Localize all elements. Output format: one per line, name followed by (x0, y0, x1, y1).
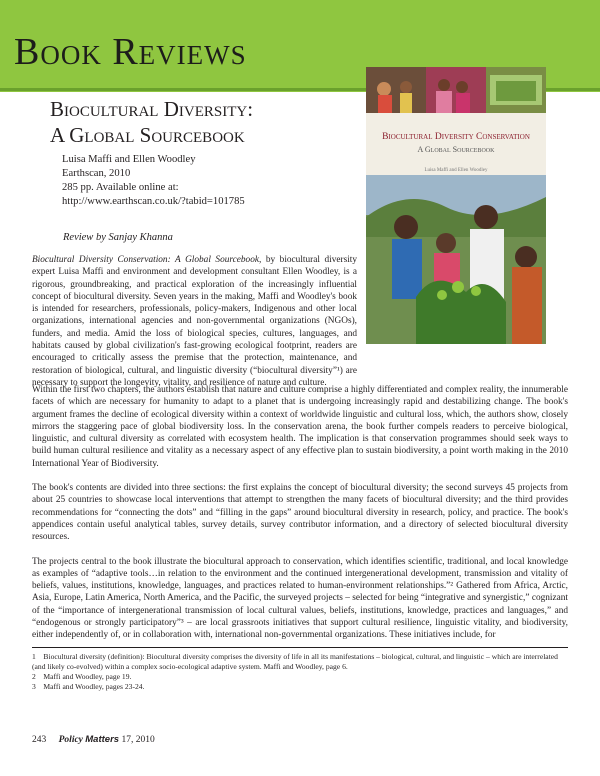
book-url[interactable]: http://www.earthscan.co.uk/?tabid=101785 (62, 196, 245, 207)
publication-policy: Policy (58, 735, 83, 745)
publication-name (59, 735, 119, 745)
paragraph-1-text: , by biocultural diversity expert Luisa Maffi and environment and development consultant Ellen Woodley, is a rigorous, groundbreaking, and practical exploration of the increasingly influential concept of biocultural diversity. Seven years in the making, Maffi and Woodley's book is intended for researchers, professionals, policy-makers, Indigenous and other local organizations, international agencies and non-governmental organizations (NGOs), funders, and media. Amid the loss of biological species, cultures, languages, and habitats caused by global civilization's fast-growing ecological footprint, readers are encouraged to critically assess the premise that the protection, maintenance, and restoration of biological, cultural, and linguistic diversity (“biocultural diversity”¹) are necessary to support the longevity, vitality, and resilience of nature and culture. (32, 255, 358, 388)
issue-number: 17, 2010 (121, 735, 155, 745)
cover-authors: Luisa Maffi and Ellen Woodley (424, 168, 488, 173)
cover-subtitle: A Global Sourcebook (417, 145, 495, 154)
book-publisher: Earthscan, 2010 (62, 168, 131, 179)
review-title-line-2: A Global Sourcebook (50, 123, 245, 147)
review-title (50, 96, 360, 148)
review-body-continued (32, 384, 568, 654)
book-pages: 285 pp. Available online at: (62, 182, 179, 193)
paragraph-4: The projects central to the book illustrate the biocultural approach to conservation, which identifies scientific, traditional, and local knowledge as examples of “adaptive tools…in relation to the environment and the continued intergenerational development, transmission and vitality of beliefs, values, institutions, knowledge, languages, and practices related to human-environment relationships.”² Gathered from Africa, Arctic, Asia, Europe, Latin America, North America, and the Pacific, the surveyed projects – selected for being “integrative and synergistic,” cognizant of the “importance of intergenerational transmission of local cultural values, beliefs, institutions, knowledge, practices and languages,” and “endogenous or strongly participatory”³ – are local grassroots initiatives that support cultural resilience, linguistic vitality, and biodiversity, either independently of, or in collaboration with, international non-governmental organizations. These initiatives include, for (32, 556, 568, 641)
reviewer-byline: Review by Sanjay Khanna (63, 232, 173, 243)
book-info (62, 153, 245, 209)
review-body (32, 254, 568, 389)
footnote-2: 2 Maffi and Woodley, page 19. (32, 672, 132, 681)
page-number: 243 (32, 735, 47, 745)
review-title-line-1: Biocultural Diversity: (50, 97, 254, 121)
footnote-1: 1 Biocultural diversity (definition): Biocultural diversity comprises the diversity of life in all its manifestations – biological, cultural, and linguistic – which are interrelated (and likely co-evolved) within a complex socio-ecological adaptive system. Maffi and Woodley, page 6. (32, 652, 558, 671)
page-footer (32, 734, 155, 745)
book-authors: Luisa Maffi and Ellen Woodley (62, 154, 196, 165)
book-title-italic: Biocultural Diversity Conservation: A Global Sourcebook (32, 255, 259, 265)
footnote-divider (32, 647, 568, 648)
section-title: Book Reviews (14, 31, 247, 73)
publication-matters: Matters (85, 734, 120, 745)
footnote-3: 3 Maffi and Woodley, pages 23-24. (32, 682, 145, 691)
footnotes (32, 652, 568, 692)
cover-title: Biocultural Diversity Conservation (382, 132, 530, 142)
paragraph-2: Within the first two chapters, the authors establish that nature and culture comprise a highly differentiated and complex reality, the innumerable facets of which are necessary for humanity to adapt to a planet that is undergoing increasingly rapid and destabilizing change. The book's argument frames the decline of ecological diversity within a context of worldwide linguistic and cultural loss, which, the authors show, closely mirrors the staggering pace of global biodiversity loss. In the conservation arena, the book further compels readers to perceive biological, linguistic, and cultural diversity as correlated with ecosystem health. The implication is that conservation programmes should seek ways to build human cultural resilience and vitality as a necessary aspect of any effective plan to sustain biodiversity, a point worth making in the 2010 International Year of Biodiversity. (32, 385, 568, 469)
paragraph-1-lead (32, 254, 357, 389)
paragraph-3: The book's contents are divided into three sections: the first explains the concept of biocultural diversity; the second surveys 45 projects from about 25 countries to showcase local interventions that attempt to strengthen the many facets of biocultural diversity; and the third provides recommendations for “connecting the dots” and “filling in the gaps” around biocultural diversity in research, policy, and practice. The book's appendices contain useful analytical tables, survey details, survey contributor information, and a directory of selected biocultural diversity resources. (32, 483, 568, 543)
